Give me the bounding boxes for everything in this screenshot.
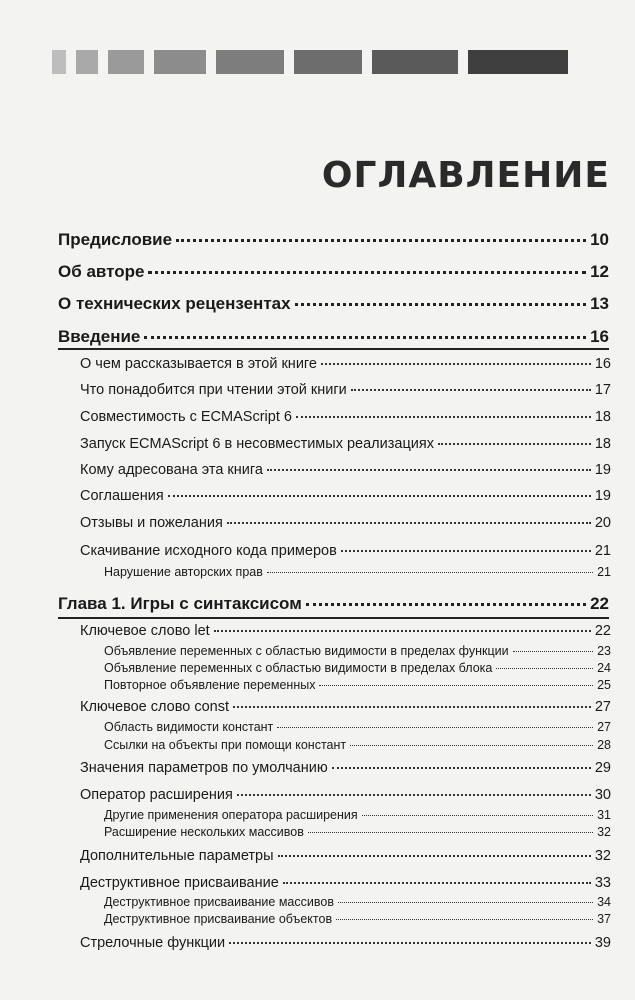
toc-entry-page: 39 xyxy=(594,935,611,951)
toc-entry-page: 21 xyxy=(597,565,611,579)
dot-leader xyxy=(336,919,593,920)
page-title: ОГЛАВЛЕНИЕ xyxy=(321,155,610,196)
header-bar-block xyxy=(76,50,98,74)
header-bar-block xyxy=(108,50,144,74)
dot-leader xyxy=(338,902,593,903)
toc-entry-label: Деструктивное присваивание xyxy=(80,875,279,891)
toc-entry-page: 33 xyxy=(594,875,611,891)
toc-entry-label: Значения параметров по умолчанию xyxy=(80,760,328,776)
dot-leader xyxy=(351,389,591,391)
toc-entry-label: Область видимости констант xyxy=(104,720,274,734)
header-bar-block xyxy=(154,50,206,74)
toc-entry-page: 16 xyxy=(590,327,609,346)
section-rule xyxy=(58,348,609,350)
dot-leader xyxy=(214,630,591,632)
toc-entry[interactable] xyxy=(104,912,611,926)
toc-entry-page: 20 xyxy=(594,515,611,531)
toc-entry-page: 37 xyxy=(597,912,611,926)
dot-leader xyxy=(308,832,593,833)
dot-leader xyxy=(229,942,591,944)
toc-entry[interactable] xyxy=(80,488,611,504)
dot-leader xyxy=(144,336,586,339)
dot-leader xyxy=(267,572,593,573)
dot-leader xyxy=(321,363,591,365)
toc-entry-label: Кому адресована эта книга xyxy=(80,462,263,478)
toc-entry[interactable] xyxy=(80,935,611,951)
toc-entry-label: Отзывы и пожелания xyxy=(80,515,223,531)
toc-entry[interactable] xyxy=(80,356,611,372)
toc-entry-page: 21 xyxy=(594,543,611,559)
toc-entry-page: 12 xyxy=(590,262,609,281)
toc-entry-page: 16 xyxy=(594,356,611,372)
toc-entry[interactable] xyxy=(80,787,611,803)
toc-entry[interactable] xyxy=(80,760,611,776)
toc-entry[interactable] xyxy=(80,409,611,425)
header-bar-block xyxy=(52,50,66,74)
dot-leader xyxy=(295,303,587,306)
dot-leader xyxy=(176,239,586,242)
toc-entry-label: Ссылки на объекты при помощи констант xyxy=(104,738,347,752)
toc-entry-page: 29 xyxy=(594,760,611,776)
dot-leader xyxy=(233,706,591,708)
header-bar-block xyxy=(294,50,362,74)
toc-entry[interactable] xyxy=(80,436,611,452)
toc-entry-label: Оператор расширения xyxy=(80,787,233,803)
toc-entry-label: Что понадобится при чтении этой книги xyxy=(80,382,347,398)
toc-entry-label: Другие применения оператора расширения xyxy=(104,808,358,822)
dot-leader xyxy=(168,495,591,497)
toc-entry-page: 22 xyxy=(590,594,609,613)
toc-entry-page: 17 xyxy=(594,382,611,398)
dot-leader xyxy=(148,271,586,274)
header-bar-block xyxy=(372,50,458,74)
toc-entry[interactable] xyxy=(104,565,611,579)
toc-entry[interactable] xyxy=(80,875,611,891)
dot-leader xyxy=(341,550,591,552)
dot-leader xyxy=(283,882,591,884)
dot-leader xyxy=(237,794,591,796)
toc-entry-page: 22 xyxy=(594,623,611,639)
dot-leader xyxy=(227,522,591,524)
toc-entry-page: 23 xyxy=(597,644,611,658)
toc-entry[interactable] xyxy=(58,230,609,250)
dot-leader xyxy=(362,815,593,816)
toc-entry-page: 32 xyxy=(597,825,611,839)
toc-entry-label: Повторное объявление переменных xyxy=(104,678,316,692)
toc-entry-label: Запуск ECMAScript 6 в несовместимых реализациях xyxy=(80,436,434,452)
toc-entry[interactable] xyxy=(80,623,611,639)
dot-leader xyxy=(306,603,586,606)
toc-entry-page: 32 xyxy=(594,848,611,864)
toc-entry[interactable] xyxy=(80,543,611,559)
toc-entry-label: О технических рецензентах xyxy=(58,294,291,313)
toc-entry[interactable] xyxy=(58,327,609,347)
toc-entry-page: 25 xyxy=(597,678,611,692)
dot-leader xyxy=(332,767,591,769)
toc-entry[interactable] xyxy=(104,825,611,839)
toc-entry[interactable] xyxy=(104,644,611,658)
toc-entry-label: Деструктивное присваивание объектов xyxy=(104,912,333,926)
toc-entry[interactable] xyxy=(80,382,611,398)
toc-entry-page: 31 xyxy=(597,808,611,822)
toc-entry-page: 10 xyxy=(590,230,609,249)
dot-leader xyxy=(319,685,593,686)
section-rule xyxy=(58,617,609,619)
dot-leader xyxy=(296,416,591,418)
toc-entry-label: Соглашения xyxy=(80,488,164,504)
toc-entry-page: 28 xyxy=(597,738,611,752)
toc-entry-page: 30 xyxy=(594,787,611,803)
toc-entry-page: 24 xyxy=(597,661,611,675)
dot-leader xyxy=(496,668,593,669)
toc-entry[interactable] xyxy=(104,661,611,675)
toc-entry[interactable] xyxy=(104,895,611,909)
header-bar-block xyxy=(216,50,284,74)
toc-entry-page: 13 xyxy=(590,294,609,313)
toc-entry-label: Совместимость с ECMAScript 6 xyxy=(80,409,292,425)
toc-entry-label: Нарушение авторских прав xyxy=(104,565,263,579)
toc-entry-label: Дополнительные параметры xyxy=(80,848,274,864)
toc-entry-label: Ключевое слово const xyxy=(80,699,230,715)
toc-entry[interactable] xyxy=(58,294,609,314)
toc-entry-label: Объявление переменных с областью видимости в пределах функции xyxy=(104,644,509,658)
toc-entry[interactable] xyxy=(80,462,611,478)
toc-entry-label: О чем рассказывается в этой книге xyxy=(80,356,317,372)
toc-entry[interactable] xyxy=(80,515,611,531)
dot-leader xyxy=(267,469,591,471)
toc-entry-page: 27 xyxy=(597,720,611,734)
toc-entry-page: 19 xyxy=(594,488,611,504)
toc-entry-label: Деструктивное присваивание массивов xyxy=(104,895,334,909)
toc-entry[interactable] xyxy=(58,594,609,614)
toc-entry[interactable] xyxy=(104,720,611,734)
toc-entry[interactable] xyxy=(104,678,611,692)
dot-leader xyxy=(277,727,593,728)
toc-entry-label: Расширение нескольких массивов xyxy=(104,825,304,839)
toc-entry-label: Стрелочные функции xyxy=(80,935,226,951)
toc-entry-page: 27 xyxy=(594,699,611,715)
dot-leader xyxy=(438,443,591,445)
toc-entry[interactable] xyxy=(104,808,611,822)
dot-leader xyxy=(513,651,594,652)
toc-entry-label: Введение xyxy=(58,327,141,346)
toc-entry[interactable] xyxy=(80,848,611,864)
toc-entry-page: 18 xyxy=(594,436,611,452)
toc-entry-label: Скачивание исходного кода примеров xyxy=(80,543,337,559)
toc-entry[interactable] xyxy=(104,738,611,752)
header-bar-block xyxy=(468,50,568,74)
toc-entry-label: Предисловие xyxy=(58,230,173,249)
toc-entry-page: 19 xyxy=(594,462,611,478)
decorative-header-bar xyxy=(52,50,568,74)
dot-leader xyxy=(350,745,593,746)
dot-leader xyxy=(278,855,591,857)
toc-entry-label: Глава 1. Игры с синтаксисом xyxy=(58,594,302,613)
toc-entry[interactable] xyxy=(80,699,611,715)
toc-entry-page: 34 xyxy=(597,895,611,909)
toc-entry[interactable] xyxy=(58,262,609,282)
toc-entry-page: 18 xyxy=(594,409,611,425)
toc-entry-label: Ключевое слово let xyxy=(80,623,210,639)
toc-entry-label: Об авторе xyxy=(58,262,145,281)
toc-entry-label: Объявление переменных с областью видимости в пределах блока xyxy=(104,661,493,675)
